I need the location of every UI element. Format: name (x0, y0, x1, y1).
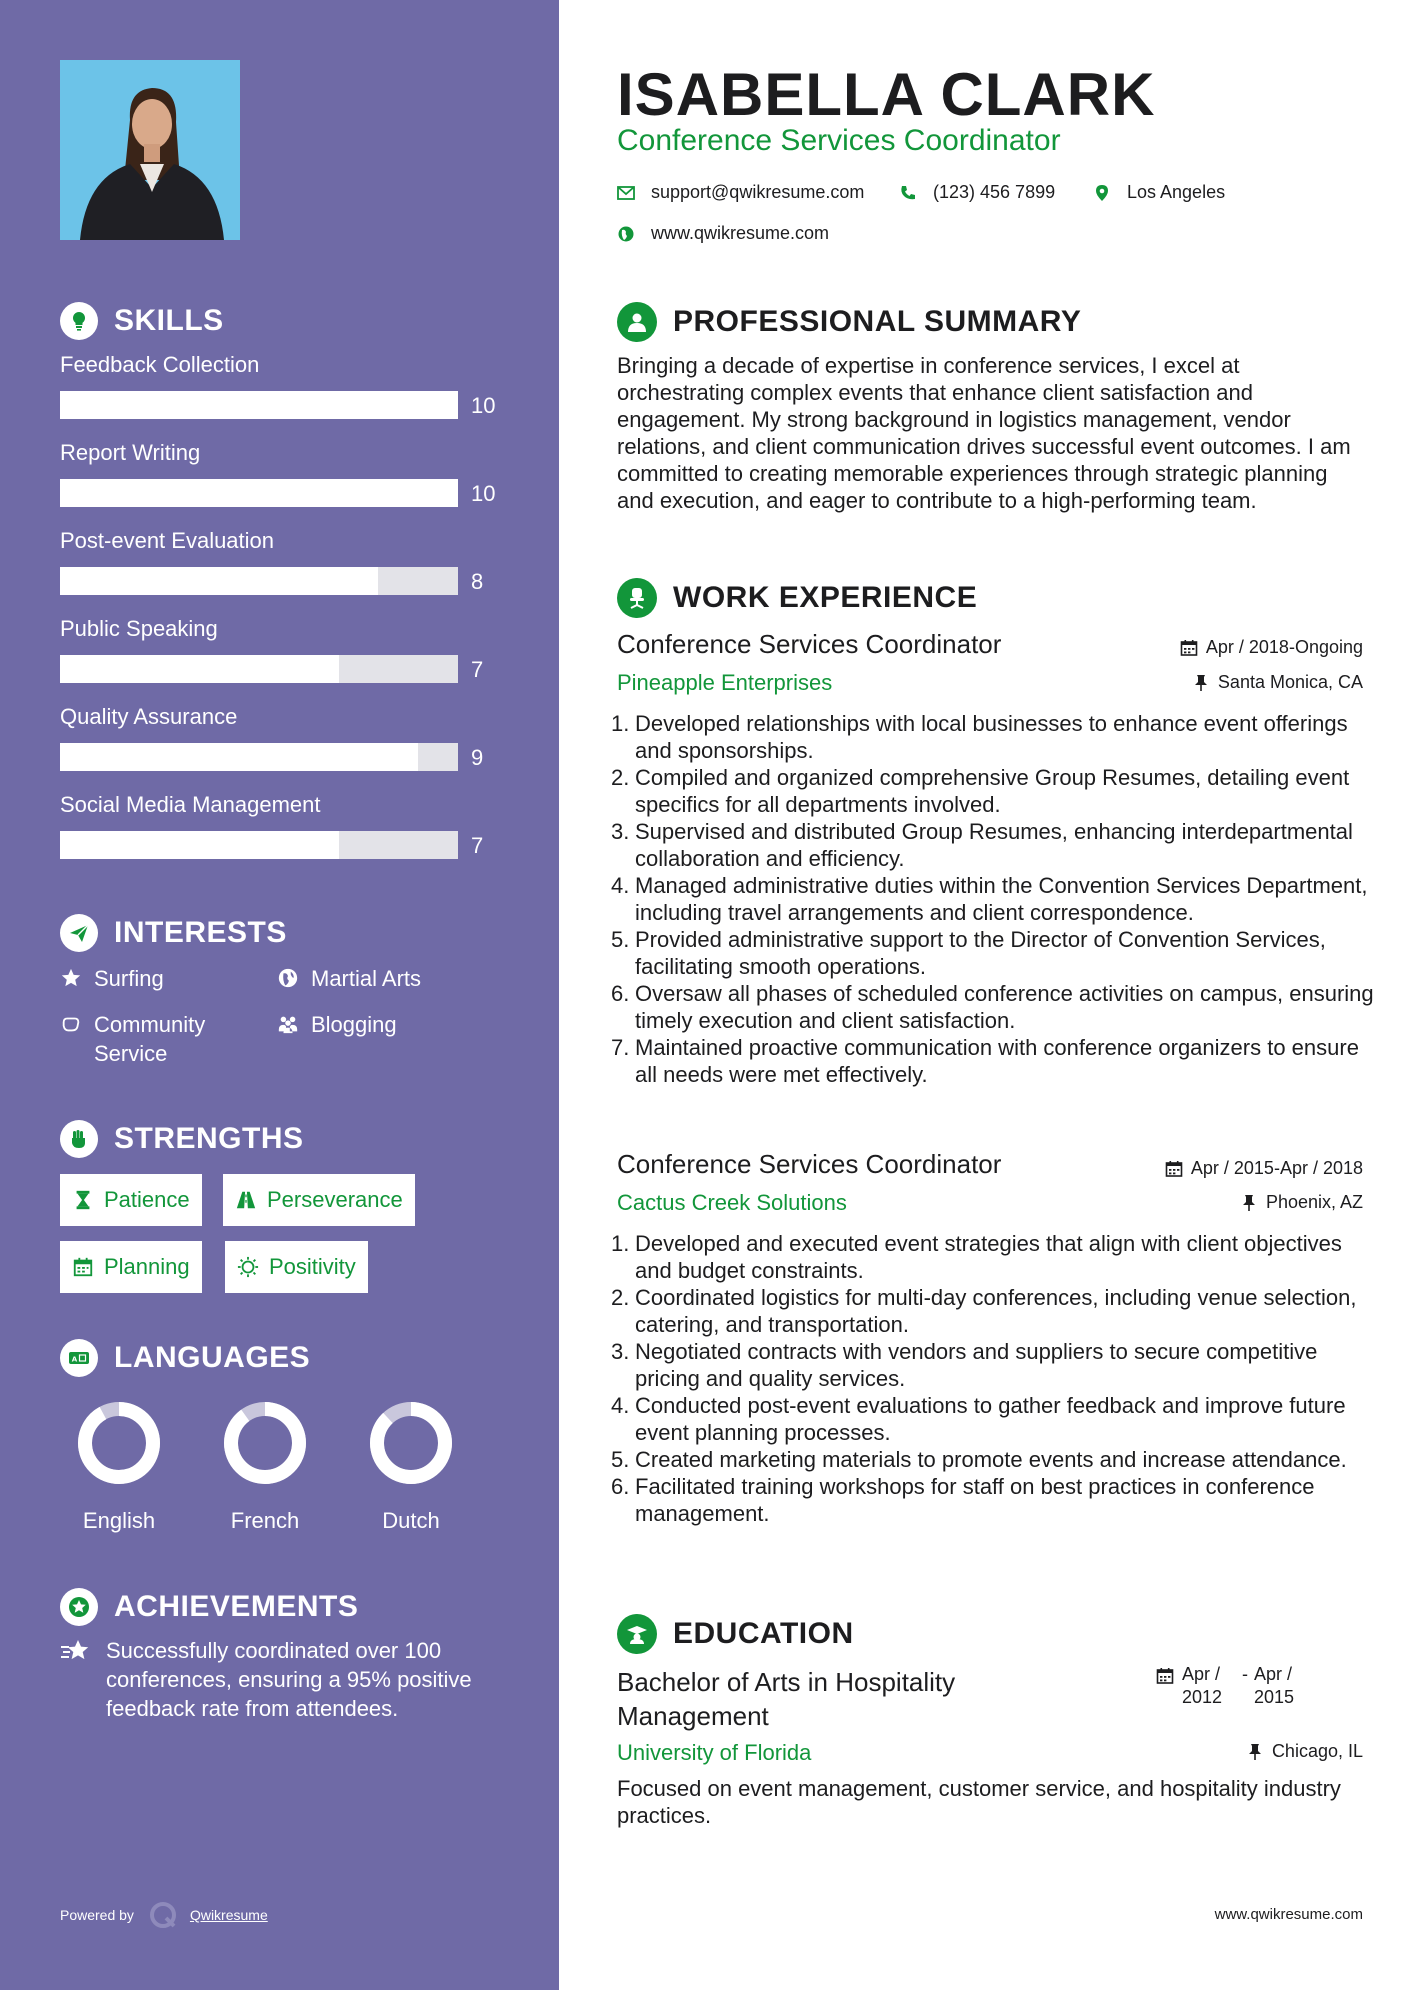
skill-bar-fill (60, 479, 458, 507)
job-dates-text: Apr / 2015-Apr / 2018 (1190, 1158, 1363, 1178)
contact-location (1093, 182, 1225, 203)
skills-title: SKILLS (114, 304, 224, 337)
interest-label: Martial Arts (311, 966, 422, 991)
skill-bar (60, 743, 458, 771)
paper-plane-icon (60, 914, 98, 952)
candidate-role: Conference Services Coordinator (617, 124, 1061, 157)
summary-heading (617, 302, 1081, 342)
bullet-number: 6. (611, 981, 630, 1006)
bullet-number: 2. (611, 1285, 630, 1310)
experience-title: WORK EXPERIENCE (673, 581, 978, 614)
bullet-item (611, 980, 1377, 1034)
bullet-text: Managed administrative duties within the Convention Services Department, including travel arrangements and client correspondence. (635, 873, 1368, 925)
strength-label: Perseverance (267, 1187, 403, 1212)
bullet-item (611, 1230, 1377, 1284)
map-pin-icon (1093, 184, 1111, 202)
bullet-item (611, 926, 1377, 980)
phone-text: (123) 456 7899 (933, 182, 1056, 202)
interest-item-surfing (60, 964, 164, 993)
skill-bar-fill (60, 391, 458, 419)
education-end: Apr / 2015 (1254, 1664, 1295, 1707)
qwikresume-link[interactable]: Qwikresume (189, 1907, 268, 1923)
bullet-text: Oversaw all phases of scheduled conference activities on campus, ensuring timely execution and client satisfaction. (635, 981, 1374, 1033)
pushpin-icon (1192, 674, 1210, 692)
bullet-item (611, 710, 1377, 764)
main-column (559, 0, 1407, 1990)
contact-phone[interactable] (899, 182, 1055, 203)
achievements-title: ACHIEVEMENTS (114, 1590, 359, 1623)
languages-heading (60, 1339, 310, 1377)
achievement-item (60, 1636, 480, 1723)
language-name: Dutch (382, 1508, 440, 1533)
bullet-number: 1. (611, 1231, 630, 1256)
powered-by (60, 1900, 268, 1930)
skill-bar (60, 831, 458, 859)
strength-label: Planning (104, 1254, 190, 1279)
bullet-number: 3. (611, 1339, 630, 1364)
language-icon (60, 1339, 98, 1377)
summary-text: Bringing a decade of expertise in conference services, I excel at orchestrating complex events that enhance client satisfaction and engagement. My strong background in logistics management, vendor relations, and client communication drives successful event outcomes. I am committed to creating memorable experiences through strategic planning and execution, and eager to contribute to a high-performing team. (617, 353, 1351, 513)
bullet-number: 7. (611, 1035, 630, 1060)
interest-label: Community Service (94, 1012, 206, 1066)
interests-heading (60, 914, 287, 952)
bullet-number: 5. (611, 927, 630, 952)
skill-name: Quality Assurance (60, 704, 238, 729)
globe-icon (277, 967, 299, 989)
pushpin-icon (1246, 1743, 1264, 1761)
language-donut (222, 1400, 308, 1486)
interest-item-blogging (277, 1010, 397, 1039)
skill-value: 7 (471, 657, 484, 682)
language-donut (368, 1400, 454, 1486)
skill-name: Public Speaking (60, 616, 218, 641)
job-location (1240, 1192, 1363, 1213)
website-text: www.qwikresume.com (651, 223, 830, 243)
bullet-item (611, 818, 1377, 872)
svg-text:A: A (71, 1355, 78, 1364)
job-company: Cactus Creek Solutions (617, 1190, 847, 1215)
language-donut-fill (85, 1409, 153, 1477)
qwikresume-logo (148, 1900, 178, 1930)
job-title: Conference Services Coordinator (617, 1149, 1002, 1179)
bullet-text: Created marketing materials to promote events and increase attendance. (635, 1447, 1347, 1472)
bullet-text: Maintained proactive communication with conference organizers to ensure all needs were met effectively. (635, 1035, 1359, 1087)
education-dates (1156, 1663, 1300, 1709)
office-chair-icon (617, 578, 657, 618)
email-text: support@qwikresume.com (651, 182, 865, 202)
education-location-text: Chicago, IL (1271, 1741, 1363, 1761)
job-company: Pineapple Enterprises (617, 670, 833, 695)
phone-icon (899, 184, 917, 202)
skill-value: 10 (471, 481, 496, 506)
bullet-number: 4. (611, 1393, 630, 1418)
skill-value: 7 (471, 833, 484, 858)
strength-item-perseverance (223, 1174, 415, 1226)
users-icon (277, 1013, 299, 1035)
bullet-text: Negotiated contracts with vendors and suppliers to secure competitive pricing and quality services. (635, 1339, 1318, 1391)
bullet-item (611, 1284, 1377, 1338)
language-donut-fill (231, 1409, 299, 1477)
skill-value: 9 (471, 745, 484, 770)
globe-icon (617, 225, 635, 243)
bullet-number: 5. (611, 1447, 630, 1472)
degree-title: Bachelor of Arts in Hospitality Management (617, 1667, 956, 1731)
skill-bar (60, 567, 458, 595)
skill-bar-fill (60, 831, 339, 859)
bullet-item (611, 764, 1377, 818)
user-icon (617, 302, 657, 342)
bullet-number: 6. (611, 1474, 630, 1499)
language-name: French (230, 1508, 300, 1533)
skill-bar (60, 479, 458, 507)
bullet-item (611, 1034, 1377, 1088)
language-item (210, 1400, 320, 1534)
language-donut-fill (377, 1409, 445, 1477)
bullet-text: Developed and executed event strategies that align with client objectives and budget constraints. (635, 1231, 1342, 1283)
skill-name: Feedback Collection (60, 352, 260, 377)
interest-label: Surfing (94, 966, 164, 991)
calendar-icon (1156, 1667, 1174, 1685)
pushpin-icon (1240, 1194, 1258, 1212)
calendar-icon (72, 1256, 94, 1278)
hand-icon (60, 1013, 82, 1035)
skills-heading (60, 302, 224, 340)
fist-icon (60, 1120, 98, 1158)
bullet-item (611, 872, 1377, 926)
job-title: Conference Services Coordinator (617, 629, 1002, 659)
strength-label: Patience (104, 1187, 190, 1212)
language-name: English (82, 1508, 156, 1533)
sidebar (0, 0, 559, 1990)
bullet-number: 1. (611, 711, 630, 736)
language-item (64, 1400, 174, 1534)
strength-item-planning (60, 1241, 202, 1293)
job-bullets (611, 710, 1377, 1088)
education-description: Focused on event management, customer service, and hospitality industry practices. (617, 1776, 1341, 1828)
profile-photo (60, 60, 240, 240)
skill-bar (60, 655, 458, 683)
skill-name: Report Writing (60, 440, 201, 465)
interest-item-martial-arts (277, 964, 421, 993)
footer-url[interactable]: www.qwikresume.com (1214, 1906, 1363, 1923)
bullet-text: Coordinated logistics for multi-day conferences, including venue selection, catering, and transportation. (635, 1285, 1357, 1337)
skill-value: 10 (471, 393, 496, 418)
calendar-icon (1165, 1160, 1183, 1178)
strength-item-patience (60, 1174, 202, 1226)
bullet-item (611, 1392, 1377, 1446)
achievements-heading (60, 1588, 358, 1626)
bullet-text: Facilitated training workshops for staff on best practices in conference management. (635, 1474, 1315, 1526)
star-icon (60, 967, 82, 989)
achievement-text: Successfully coordinated over 100 conferences, ensuring a 95% positive feedback rate from attendees. (106, 1638, 472, 1721)
bullet-text: Provided administrative support to the Director of Convention Services, facilitating smooth operations. (635, 927, 1326, 979)
language-donut (76, 1400, 162, 1486)
bullet-text: Conducted post-event evaluations to gather feedback and improve future event planning processes. (635, 1393, 1346, 1445)
bullet-number: 4. (611, 873, 630, 898)
strength-item-positivity (225, 1241, 368, 1293)
job-location-text: Phoenix, AZ (1265, 1192, 1363, 1212)
interest-label: Blogging (311, 1012, 397, 1037)
school-name: University of Florida (617, 1740, 812, 1765)
powered-by-label: Powered by (60, 1907, 134, 1923)
road-icon (235, 1189, 257, 1211)
education-start: Apr / 2012 (1182, 1664, 1223, 1707)
candidate-name: ISABELLA CLARK (617, 61, 1156, 128)
date-separator: - (1242, 1664, 1248, 1684)
lightbulb-icon (60, 302, 98, 340)
calendar-icon (1180, 639, 1198, 657)
skill-name: Post-event Evaluation (60, 528, 275, 553)
job-dates-text: Apr / 2018-Ongoing (1205, 637, 1363, 657)
skill-bar-fill (60, 743, 418, 771)
job-dates (1180, 637, 1363, 658)
skill-name: Social Media Management (60, 792, 321, 817)
sun-icon (237, 1256, 259, 1278)
bullet-text: Supervised and distributed Group Resumes, enhancing interdepartmental collaboration and efficiency. (635, 819, 1353, 871)
skill-bar (60, 391, 458, 419)
education-title: EDUCATION (673, 1617, 854, 1650)
strength-label: Positivity (269, 1254, 356, 1279)
graduate-icon (617, 1614, 657, 1654)
job-dates (1165, 1158, 1363, 1179)
bullet-item (611, 1338, 1377, 1392)
bullet-text: Developed relationships with local businesses to enhance event offerings and sponsorships. (635, 711, 1348, 763)
strengths-title: STRENGTHS (114, 1122, 304, 1155)
job-bullets (611, 1230, 1377, 1527)
skill-value: 8 (471, 569, 484, 594)
hourglass-icon (72, 1189, 94, 1211)
interests-title: INTERESTS (114, 916, 287, 949)
job-location (1192, 672, 1363, 693)
location-text: Los Angeles (1127, 182, 1226, 202)
bullet-text: Compiled and organized comprehensive Group Resumes, detailing event specifics for all departments involved. (635, 765, 1350, 817)
education-heading (617, 1614, 854, 1654)
strengths-heading (60, 1120, 304, 1158)
job-location-text: Santa Monica, CA (1217, 672, 1363, 692)
summary-title: PROFESSIONAL SUMMARY (673, 305, 1082, 338)
language-item (356, 1400, 466, 1534)
experience-heading (617, 578, 977, 618)
contact-email[interactable] (617, 182, 864, 203)
envelope-icon (617, 184, 635, 202)
bullet-number: 2. (611, 765, 630, 790)
contact-website[interactable] (617, 223, 829, 244)
education-location (1246, 1741, 1363, 1762)
star-badge-icon (60, 1588, 98, 1626)
interest-item-community-service (60, 1010, 240, 1068)
languages-title: LANGUAGES (114, 1341, 311, 1374)
achievement-star-icon (60, 1638, 92, 1666)
bullet-item (611, 1446, 1377, 1473)
bullet-number: 3. (611, 819, 630, 844)
skill-bar-fill (60, 567, 378, 595)
bullet-item (611, 1473, 1377, 1527)
skill-bar-fill (60, 655, 339, 683)
